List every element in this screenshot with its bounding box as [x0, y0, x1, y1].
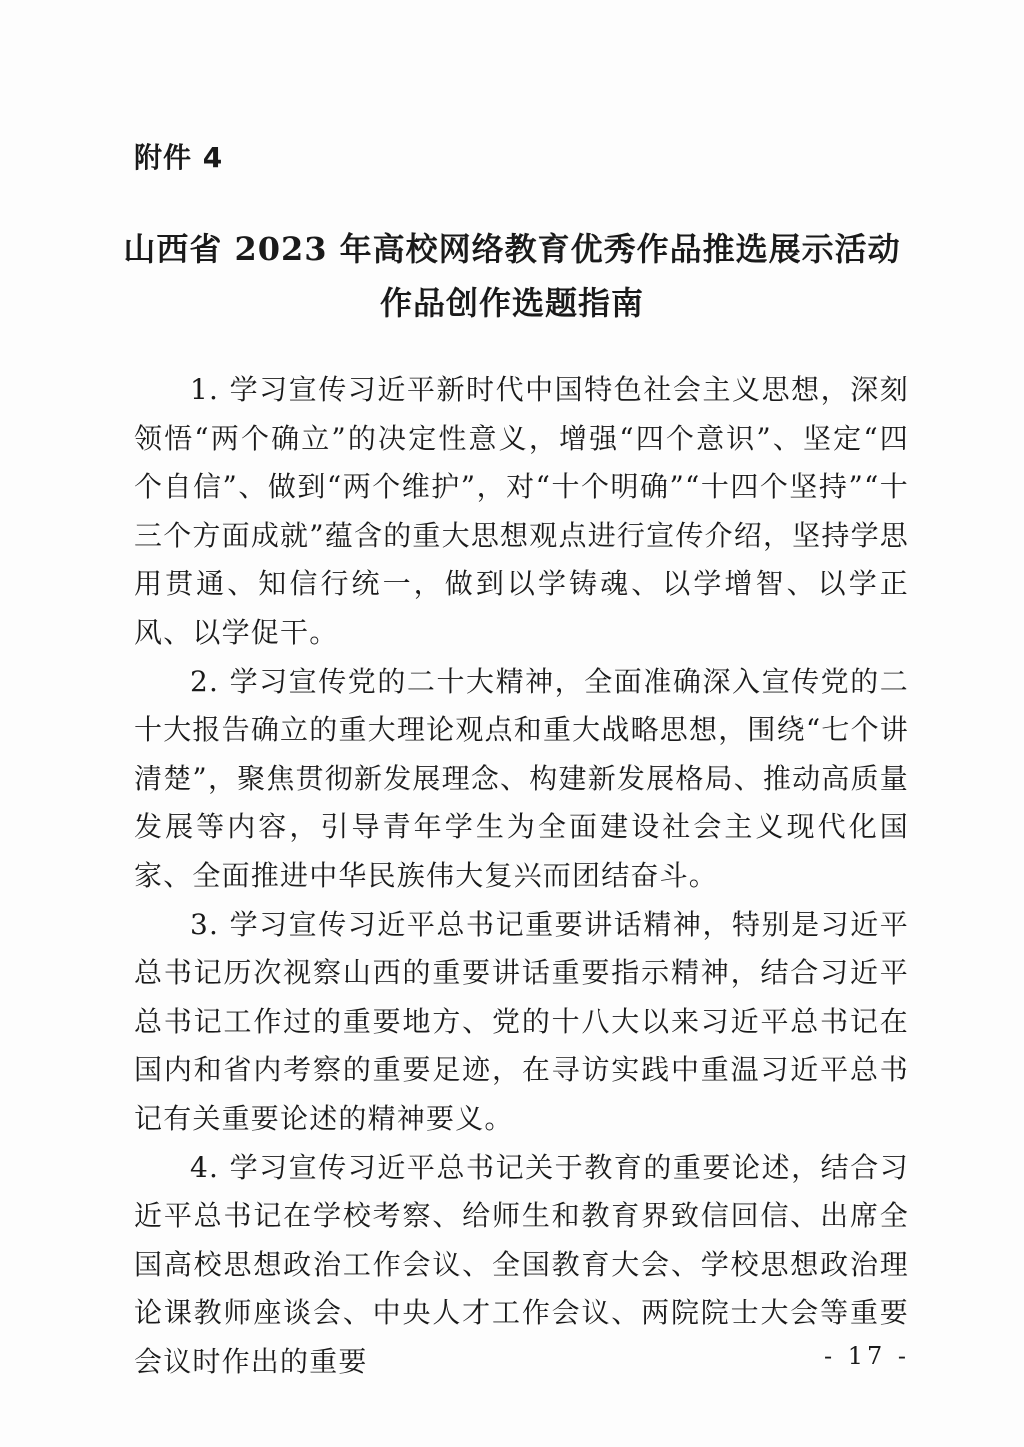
document-body — [134, 366, 909, 1386]
paragraph-4: 4. 学习宣传习近平总书记关于教育的重要论述，结合习近平总书记在学校考察、给师生和教育界致信回信、出席全国高校思想政治工作会议、全国教育大会、学校思想政治理论课教师座谈会、中央人才工作会议、两院院士大会等重要会议时作出的重要 — [134, 1150, 909, 1378]
page-number: - 17 - — [823, 1342, 910, 1370]
attachment-label: 附件 4 — [134, 141, 224, 174]
paragraph-1: 1. 学习宣传习近平新时代中国特色社会主义思想，深刻领悟“两个确立”的决定性意义，增强“四个意识”、坚定“四个自信”、做到“两个维护”，对“十个明确”“十四个坚持”“十三个方面成就”蕴含的重大思想观点进行宣传介绍，坚持学思用贯通、知信行统一，做到以学铸魂、以学增智、以学正风、以学促干。 — [134, 373, 909, 649]
paragraph-2: 2. 学习宣传党的二十大精神，全面准确深入宣传党的二十大报告确立的重大理论观点和重大战略思想，围绕“七个讲清楚”，聚焦贯彻新发展理念、构建新发展格局、推动高质量发展等内容，引导青年学生为全面建设社会主义现代化国家、全面推进中华民族伟大复兴而团结奋斗。 — [134, 664, 909, 892]
document-title-line-1: 山西省 2023 年高校网络教育优秀作品推选展示活动 — [123, 230, 901, 268]
document-title-line-2: 作品创作选题指南 — [379, 284, 644, 322]
paragraph-3: 3. 学习宣传习近平总书记重要讲话精神，特别是习近平总书记历次视察山西的重要讲话重要指示精神，结合习近平总书记工作过的重要地方、党的十八大以来习近平总书记在国内和省内考察的重要足迹，在寻访实践中重温习近平总书记有关重要论述的精神要义。 — [134, 907, 909, 1135]
